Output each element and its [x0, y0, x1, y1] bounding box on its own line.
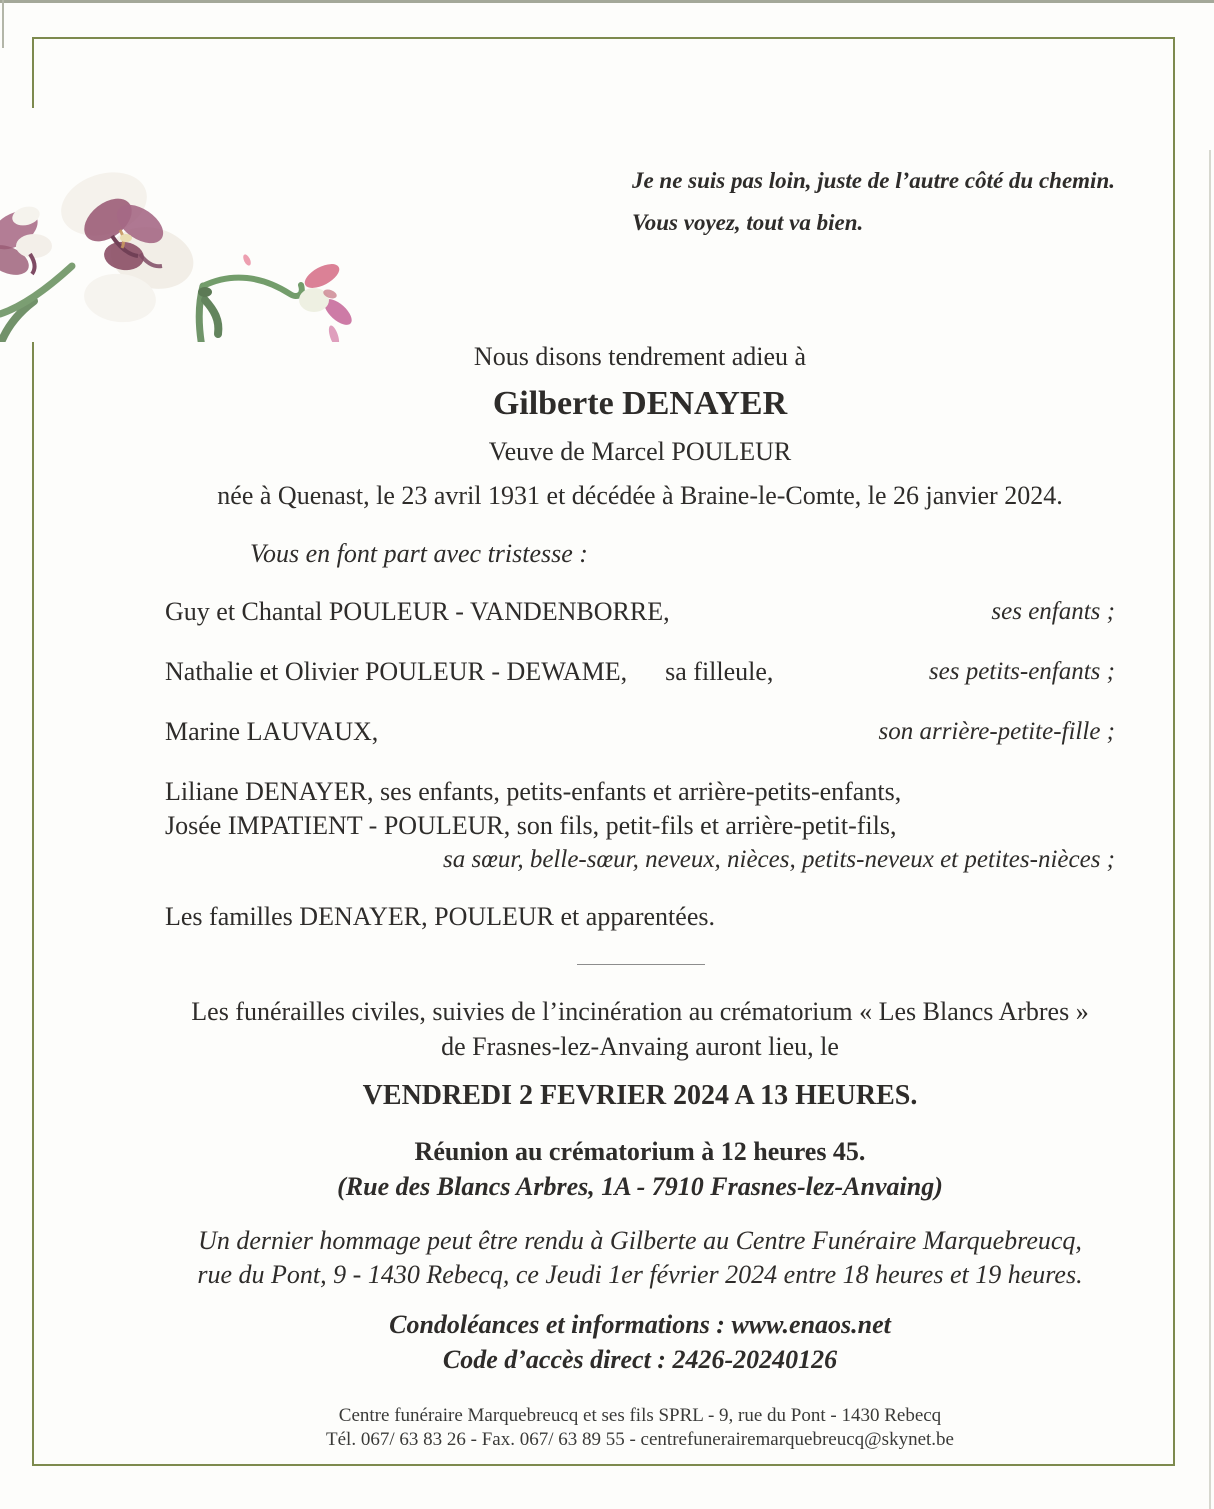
family-group-relation: sa sœur, belle-sœur, neveux, nièces, petits-neveux et petites-nièces ; — [443, 846, 1115, 873]
family-row — [165, 716, 1115, 749]
ceremony-meeting: Réunion au crématorium à 12 heures 45. — [414, 1137, 866, 1166]
section-divider — [577, 964, 705, 965]
family-names: Guy et Chantal POULEUR - VANDENBORRE, — [165, 597, 670, 626]
scan-edge-right — [1209, 150, 1211, 1509]
family-relation: ses petits-enfants ; — [928, 658, 1115, 685]
memorial-quote — [632, 160, 1115, 244]
condolences-info: Condoléances et informations : www.enaos.net — [389, 1310, 891, 1339]
orchid-illustration — [0, 108, 460, 342]
family-names: Marine LAUVAUX, — [165, 717, 379, 746]
family-relation: son arrière-petite-fille ; — [878, 718, 1115, 745]
life-dates: née à Quenast, le 23 avril 1931 et décédée à Braine-le-Comte, le 26 janvier 2024. — [217, 481, 1063, 510]
family-row — [165, 596, 1115, 629]
scan-edge-left — [2, 0, 4, 48]
family-group-line-2: Josée IMPATIENT - POULEUR, son fils, petit-fils et arrière-petit-fils, — [165, 811, 897, 840]
footer-line-2: Tél. 067/ 63 83 26 - Fax. 067/ 63 89 55 - centrefunerairemarquebreucq@skynet.be — [326, 1429, 954, 1450]
footer-line-1: Centre funéraire Marquebreucq et ses fils SPRL - 9, rue du Pont - 1430 Rebecq — [338, 1405, 942, 1426]
memorial-quote-line-1: Je ne suis pas loin, juste de l’autre côté du chemin. — [631, 168, 1115, 193]
ceremony-address: (Rue des Blancs Arbres, 1A - 7910 Frasnes-lez-Anvaing) — [337, 1172, 943, 1201]
family-relation: ses enfants ; — [991, 598, 1115, 625]
family-extra: sa filleule, — [665, 657, 774, 686]
family-group-line-1: Liliane DENAYER, ses enfants, petits-enfants et arrière-petits-enfants, — [165, 777, 902, 806]
families-line: Les familles DENAYER, POULEUR et apparentées. — [165, 902, 715, 931]
memorial-quote-line-2: Vous voyez, tout va bien. — [631, 210, 864, 235]
family-row — [165, 656, 1115, 689]
orchid-photo — [0, 108, 460, 342]
tribute-line-2: rue du Pont, 9 - 1430 Rebecq, ce Jeudi 1er février 2024 entre 18 heures et 19 heures. — [197, 1260, 1083, 1289]
tribute-line-1: Un dernier hommage peut être rendu à Gilberte au Centre Funéraire Marquebreucq, — [198, 1226, 1082, 1255]
ceremony-line-2: de Frasnes-lez-Anvaing auront lieu, le — [441, 1032, 839, 1061]
announcement-intro: Vous en font part avec tristesse : — [250, 539, 588, 568]
ceremony-datetime: VENDREDI 2 FEVRIER 2024 A 13 HEURES. — [362, 1080, 918, 1111]
deceased-subtitle: Veuve de Marcel POULEUR — [488, 437, 792, 466]
deceased-name: Gilberte DENAYER — [492, 385, 788, 422]
condolences-code: Code d’accès direct : 2426-20240126 — [442, 1345, 838, 1374]
ceremony-line-1: Les funérailles civiles, suivies de l’incinération au crématorium « Les Blancs Arbres » — [191, 997, 1089, 1026]
intro-line: Nous disons tendrement adieu à — [473, 342, 807, 371]
scan-edge-top — [0, 0, 1214, 3]
family-names: Nathalie et Olivier POULEUR - DEWAME, — [165, 657, 628, 686]
